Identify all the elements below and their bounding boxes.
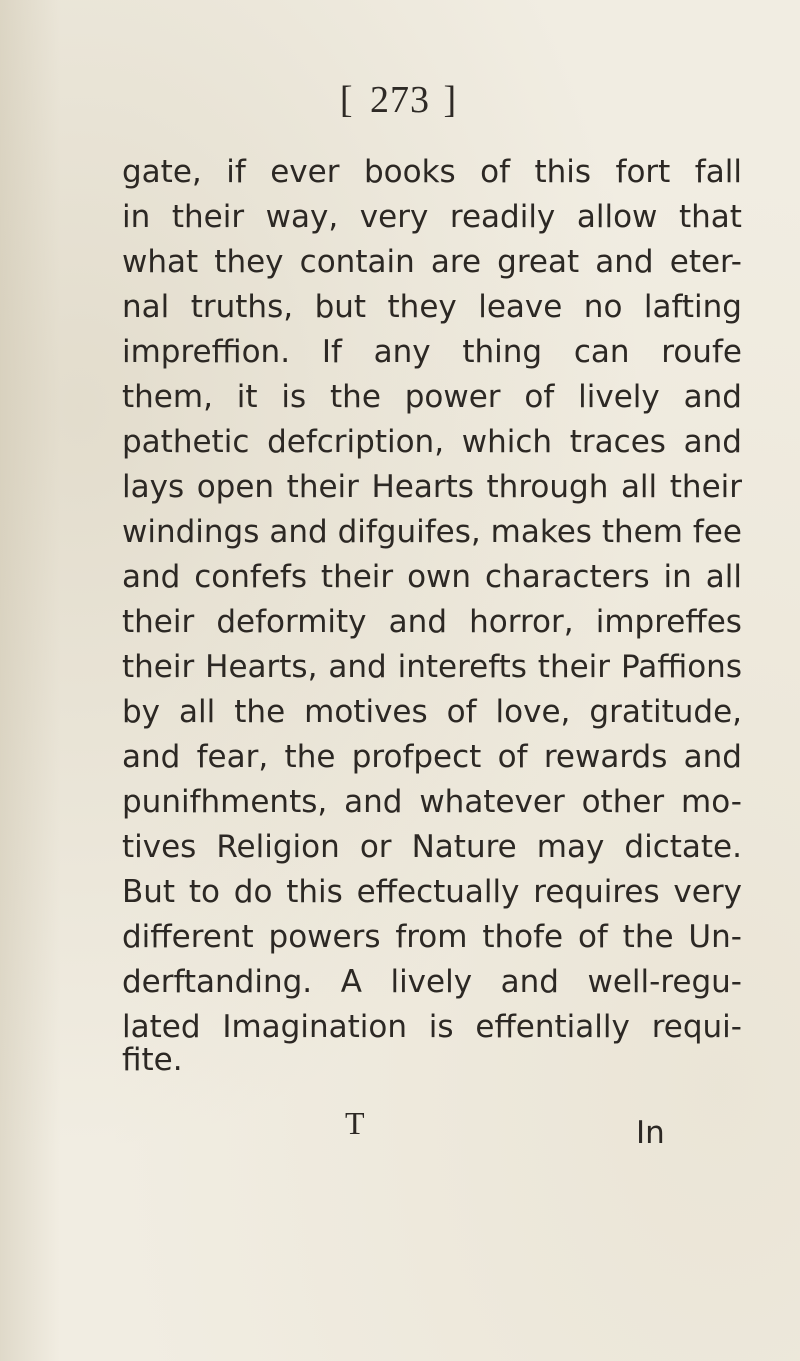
word: whatever: [419, 784, 565, 820]
word: all: [705, 559, 742, 595]
word: punifhments,: [122, 784, 328, 820]
text-line: [122, 645, 742, 690]
word: leave: [478, 289, 563, 325]
word: requires: [533, 874, 660, 910]
word: confefs: [194, 559, 307, 595]
word: their: [669, 469, 742, 505]
word: difguifes,: [337, 514, 481, 550]
word: it: [236, 379, 258, 415]
word: in: [122, 199, 151, 235]
word: their: [122, 604, 195, 640]
word: lated: [122, 1009, 201, 1045]
word: allow: [576, 199, 658, 235]
word: motives: [304, 694, 428, 730]
word: open: [196, 469, 275, 505]
text-line: [122, 465, 742, 510]
text-line: [122, 150, 742, 195]
word: power: [404, 379, 501, 415]
word: mo-: [681, 784, 742, 820]
word: of: [524, 379, 555, 415]
word: ever: [270, 154, 340, 190]
word: them,: [122, 379, 213, 415]
word: their: [171, 199, 245, 235]
word: roufe: [661, 334, 742, 370]
word: own: [407, 559, 472, 595]
text-line: [122, 690, 742, 735]
text-line: [122, 1042, 742, 1085]
word: gratitude,: [589, 694, 742, 730]
word: Un-: [688, 919, 742, 955]
word: love,: [495, 694, 571, 730]
right-bracket: ]: [443, 79, 461, 121]
word: defcription,: [267, 424, 445, 460]
word: in: [663, 559, 692, 595]
text-line: [122, 825, 742, 870]
word: makes: [490, 514, 592, 550]
word: the: [622, 919, 674, 955]
word: Religion: [216, 829, 340, 865]
word: fite.: [122, 1042, 183, 1078]
text-line: [122, 330, 742, 375]
text-line: [122, 780, 742, 825]
word: derftanding.: [122, 964, 313, 1000]
text-line: [122, 285, 742, 330]
word: Imagination: [222, 1009, 407, 1045]
word: from: [395, 919, 468, 955]
word: and: [595, 244, 654, 280]
word: can: [573, 334, 630, 370]
word: interefts: [397, 649, 527, 685]
text-line: [122, 915, 742, 960]
word: fear,: [196, 739, 269, 775]
word: are: [430, 244, 482, 280]
word: is: [428, 1009, 454, 1045]
word: characters: [485, 559, 650, 595]
word: Paffions: [620, 649, 742, 685]
word: and: [344, 784, 403, 820]
text-line: [122, 555, 742, 600]
word: all: [179, 694, 216, 730]
word: different: [122, 919, 254, 955]
word: profpect: [351, 739, 482, 775]
word: But: [122, 874, 176, 910]
word: of: [577, 919, 608, 955]
word: to: [188, 874, 220, 910]
word: tives: [122, 829, 197, 865]
body-paragraph: [122, 150, 742, 1085]
word: impreffion.: [122, 334, 291, 370]
text-line: [122, 510, 742, 555]
word: thofe: [482, 919, 564, 955]
word: effectually: [356, 874, 520, 910]
word: lafting: [643, 289, 742, 325]
word: other: [581, 784, 665, 820]
word: and: [683, 739, 742, 775]
word: the: [234, 694, 286, 730]
word: deformity: [216, 604, 367, 640]
word: well-regu-: [587, 964, 742, 1000]
word: their: [320, 559, 394, 595]
text-line: [122, 870, 742, 915]
word: of: [480, 154, 511, 190]
word: lays: [122, 469, 185, 505]
word: is: [281, 379, 307, 415]
word: through: [486, 469, 609, 505]
word: Nature: [411, 829, 517, 865]
word: this: [534, 154, 592, 190]
word: lively: [390, 964, 473, 1000]
word: and: [683, 379, 742, 415]
word: them: [601, 514, 683, 550]
word: the: [284, 739, 336, 775]
word: they: [214, 244, 284, 280]
word: nal: [122, 289, 170, 325]
word: eter-: [669, 244, 742, 280]
word: truths,: [190, 289, 294, 325]
word: they: [387, 289, 457, 325]
word: what: [122, 244, 199, 280]
word: books: [363, 154, 456, 190]
page-number: 273: [370, 79, 430, 121]
text-line: [122, 1005, 742, 1050]
word: this: [286, 874, 343, 910]
word: of: [446, 694, 477, 730]
word: or: [359, 829, 392, 865]
word: and: [122, 739, 181, 775]
text-line: [122, 735, 742, 780]
text-line: [122, 375, 742, 420]
word: pathetic: [122, 424, 250, 460]
word: rewards: [543, 739, 668, 775]
word: any: [373, 334, 431, 370]
word: very: [673, 874, 742, 910]
catchword: In: [636, 1115, 665, 1151]
word: and: [269, 514, 328, 550]
word: impreffes: [595, 604, 742, 640]
word: If: [321, 334, 342, 370]
word: and: [328, 649, 387, 685]
word: effentially: [475, 1009, 630, 1045]
text-line: [122, 195, 742, 240]
word: great: [497, 244, 580, 280]
word: and: [122, 559, 181, 595]
word: if: [226, 154, 246, 190]
page-header: [0, 78, 800, 122]
word: way,: [265, 199, 339, 235]
text-line: [122, 960, 742, 1005]
word: which: [461, 424, 553, 460]
word: traces: [569, 424, 666, 460]
word: windings: [122, 514, 260, 550]
word: do: [233, 874, 273, 910]
word: fall: [694, 154, 742, 190]
text-line: [122, 240, 742, 285]
word: Hearts,: [205, 649, 318, 685]
text-line: [122, 600, 742, 645]
word: of: [497, 739, 528, 775]
word: and: [683, 424, 742, 460]
word: no: [583, 289, 623, 325]
word: the: [330, 379, 381, 415]
left-bracket: [: [339, 79, 357, 121]
word: A: [340, 964, 362, 1000]
word: gate,: [122, 154, 202, 190]
word: thing: [462, 334, 543, 370]
word: their: [122, 649, 195, 685]
word: fee: [692, 514, 742, 550]
signature-mark: T: [345, 1105, 365, 1141]
word: and: [500, 964, 559, 1000]
word: very: [359, 199, 429, 235]
word: fort: [615, 154, 671, 190]
word: and: [388, 604, 447, 640]
word: contain: [299, 244, 415, 280]
word: dictate.: [624, 829, 742, 865]
word: all: [620, 469, 658, 505]
word: their: [286, 469, 359, 505]
word: readily: [449, 199, 556, 235]
word: may: [536, 829, 605, 865]
word: by: [122, 694, 161, 730]
word: but: [314, 289, 367, 325]
word: requi-: [651, 1009, 742, 1045]
word: lively: [578, 379, 660, 415]
word: their: [537, 649, 611, 685]
word: powers: [268, 919, 381, 955]
text-line: [122, 420, 742, 465]
word: that: [678, 199, 742, 235]
word: horror,: [469, 604, 574, 640]
word: Hearts: [371, 469, 474, 505]
